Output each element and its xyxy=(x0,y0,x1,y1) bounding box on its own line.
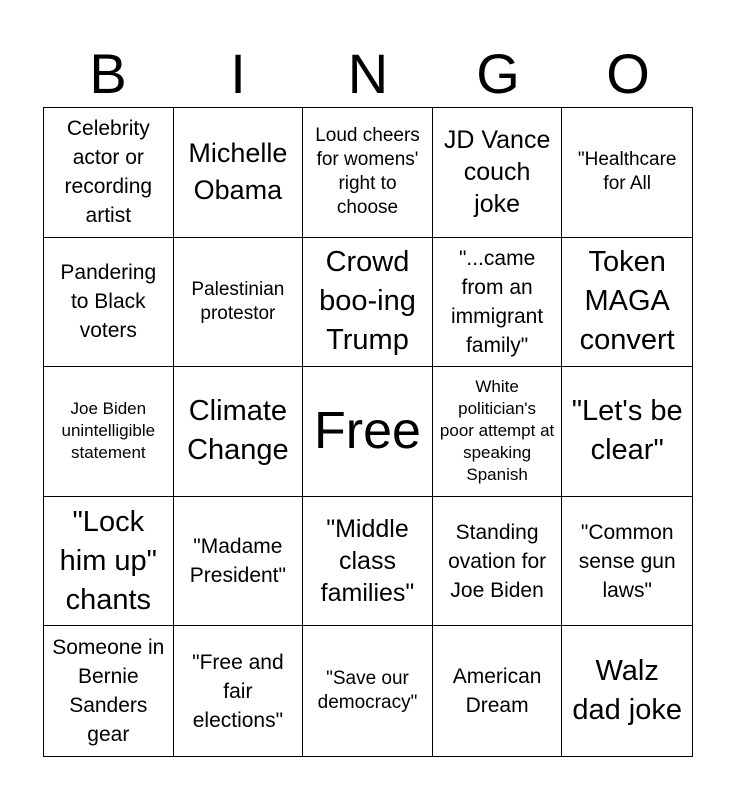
header-letter-b: B xyxy=(89,42,127,105)
cell-text: "Middle class families" xyxy=(320,515,415,608)
cell-text: "Save our democracy" xyxy=(317,668,418,714)
header-letter-i: I xyxy=(230,42,246,105)
cell-text: Someone in Bernie Sanders gear xyxy=(52,636,165,747)
bingo-cell[interactable] xyxy=(174,238,304,368)
cell-text: "Let's be clear" xyxy=(571,395,683,467)
cell-text: Celebrity actor or recording artist xyxy=(64,117,153,228)
bingo-cell[interactable] xyxy=(433,626,563,756)
header-letter-o: O xyxy=(606,42,650,105)
bingo-cell[interactable] xyxy=(303,108,433,238)
bingo-cell[interactable] xyxy=(562,367,692,497)
header-letter-g: G xyxy=(476,42,520,105)
header-letter-n: N xyxy=(347,42,389,105)
cell-text: Joe Biden unintelligible statement xyxy=(61,399,156,463)
cell-text: "Healthcare for All xyxy=(577,149,677,195)
cell-text: "Madame President" xyxy=(189,535,286,588)
cell-text: Loud cheers for womens' right to choose xyxy=(315,125,420,219)
cell-text: Free xyxy=(314,402,421,461)
cell-text: Pandering to Black voters xyxy=(60,261,157,343)
bingo-cell[interactable] xyxy=(303,626,433,756)
bingo-cell[interactable] xyxy=(433,108,563,238)
bingo-cell[interactable] xyxy=(562,626,692,756)
bingo-cell[interactable] xyxy=(44,626,174,756)
bingo-cell[interactable] xyxy=(562,238,692,368)
cell-text: JD Vance couch joke xyxy=(443,126,551,219)
bingo-cell[interactable] xyxy=(174,626,304,756)
cell-text: White politician's poor attempt at speaking Spanish xyxy=(439,377,555,485)
cell-text: "Lock him up" chants xyxy=(59,505,157,616)
cell-text: "...came from an immigrant family" xyxy=(451,246,544,357)
cell-text: Michelle Obama xyxy=(188,138,288,206)
bingo-cell[interactable] xyxy=(303,497,433,627)
cell-text: "Free and fair elections" xyxy=(192,650,284,732)
bingo-cell[interactable] xyxy=(44,238,174,368)
bingo-cell[interactable] xyxy=(562,497,692,627)
bingo-board xyxy=(43,107,693,757)
cell-text: "Common sense gun laws" xyxy=(578,520,676,602)
cell-text: Palestinian protestor xyxy=(191,278,285,324)
free-space[interactable] xyxy=(303,367,433,497)
bingo-cell[interactable] xyxy=(433,238,563,368)
bingo-cell[interactable] xyxy=(174,497,304,627)
bingo-cell[interactable] xyxy=(44,367,174,497)
bingo-cell[interactable] xyxy=(562,108,692,238)
cell-text: Walz dad joke xyxy=(572,655,683,727)
bingo-cell[interactable] xyxy=(44,497,174,627)
cell-text: Climate Change xyxy=(187,395,289,467)
bingo-cell[interactable] xyxy=(174,367,304,497)
bingo-cell[interactable] xyxy=(303,238,433,368)
bingo-cell[interactable] xyxy=(174,108,304,238)
cell-text: Crowd boo-ing Trump xyxy=(319,246,416,357)
bingo-cell[interactable] xyxy=(44,108,174,238)
cell-text: Token MAGA convert xyxy=(579,246,675,357)
bingo-header xyxy=(43,40,693,108)
cell-text: Standing ovation for Joe Biden xyxy=(448,520,547,602)
cell-text: American Dream xyxy=(452,665,542,718)
bingo-cell[interactable] xyxy=(433,367,563,497)
bingo-cell[interactable] xyxy=(433,497,563,627)
